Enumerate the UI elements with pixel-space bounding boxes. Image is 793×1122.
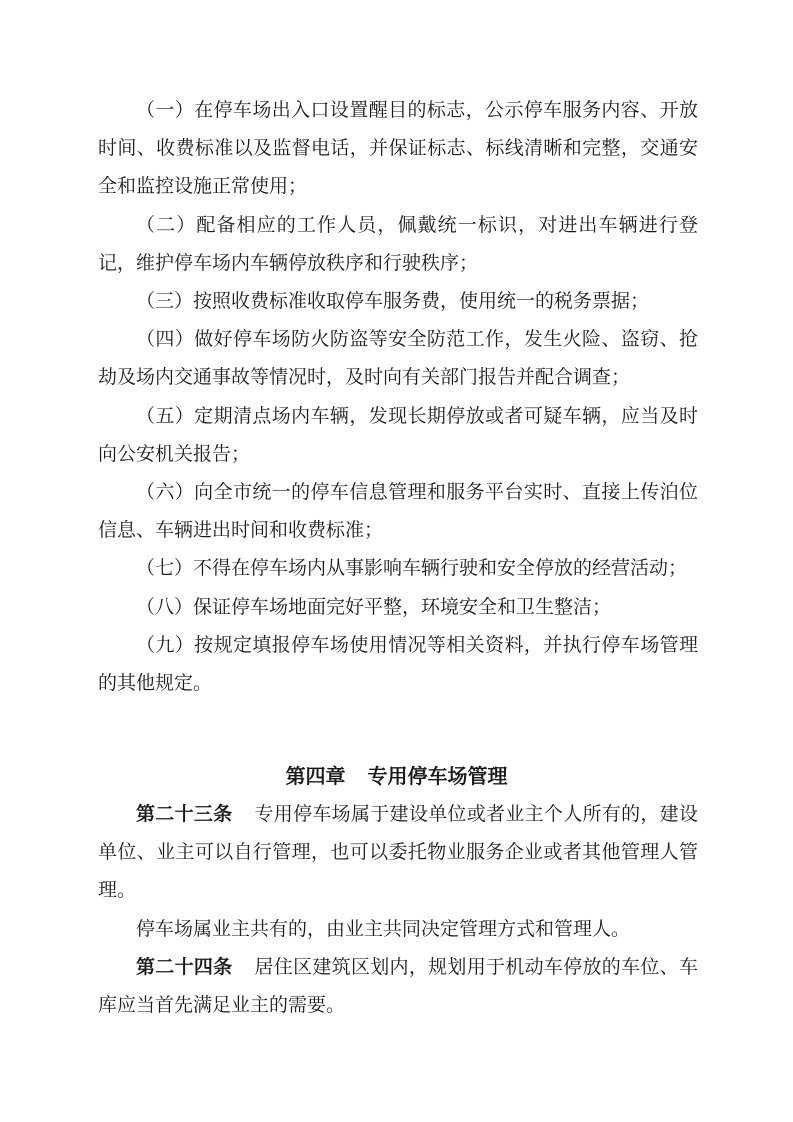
list-item: （六）向全市统一的停车信息管理和服务平台实时、直接上传泊位信息、车辆进出时间和收费标准；: [98, 481, 698, 542]
list-item: （九）按规定填报停车场使用情况等相关资料，并执行停车场管理的其他规定。: [98, 633, 698, 695]
article-number: 第二十三条: [136, 803, 233, 825]
chapter-title: 专用停车场管理: [367, 764, 508, 788]
article-text: 居住区建筑区划内，规划用于机动车停放的车位、车库应当首先满足业主的需要。: [98, 955, 698, 1017]
duties-list: [98, 91, 698, 702]
article-number: 第二十四条: [136, 955, 233, 978]
list-item: （七）不得在停车场内从事影响车辆行驶和安全停放的经营活动；: [136, 557, 688, 580]
list-item: （二）配备相应的工作人员，佩戴统一标识，对进出车辆进行登记，维护停车场内车辆停放秩序和行驶秩序；: [98, 213, 698, 274]
chapter-heading: [0, 757, 793, 795]
list-item: （四）做好停车场防火防盗等安全防范工作，发生火险、盗窃、抢劫及场内交通事故等情况时，及时向有关部门报告并配合调查；: [98, 328, 698, 389]
article-text: 专用停车场属于建设单位或者业主个人所有的，建设单位、业主可以自行管理，也可以委托物业服务企业或者其他管理人管理。: [98, 803, 698, 902]
article-23-paragraph-2: 停车场属业主共有的，由业主共同决定管理方式和管理人。: [136, 917, 631, 940]
list-item: （一）在停车场出入口设置醒目的标志，公示停车服务内容、开放时间、收费标准以及监督电话，并保证标志、标线清晰和完整，交通安全和监控设施正常使用；: [98, 99, 698, 198]
chapter-number: 第四章: [285, 764, 346, 788]
article-24: [98, 948, 698, 1024]
list-item: （五）定期清点场内车辆，发现长期停放或者可疑车辆，应当及时向公安机关报告；: [98, 404, 698, 465]
list-item: （三）按照收费标准收取停车服务费，使用统一的税务票据；: [136, 290, 650, 313]
article-23: [98, 795, 698, 910]
chapter-body: [98, 795, 698, 1024]
list-item: （八）保证停车场地面完好平整，环境安全和卫生整洁；: [136, 595, 612, 618]
